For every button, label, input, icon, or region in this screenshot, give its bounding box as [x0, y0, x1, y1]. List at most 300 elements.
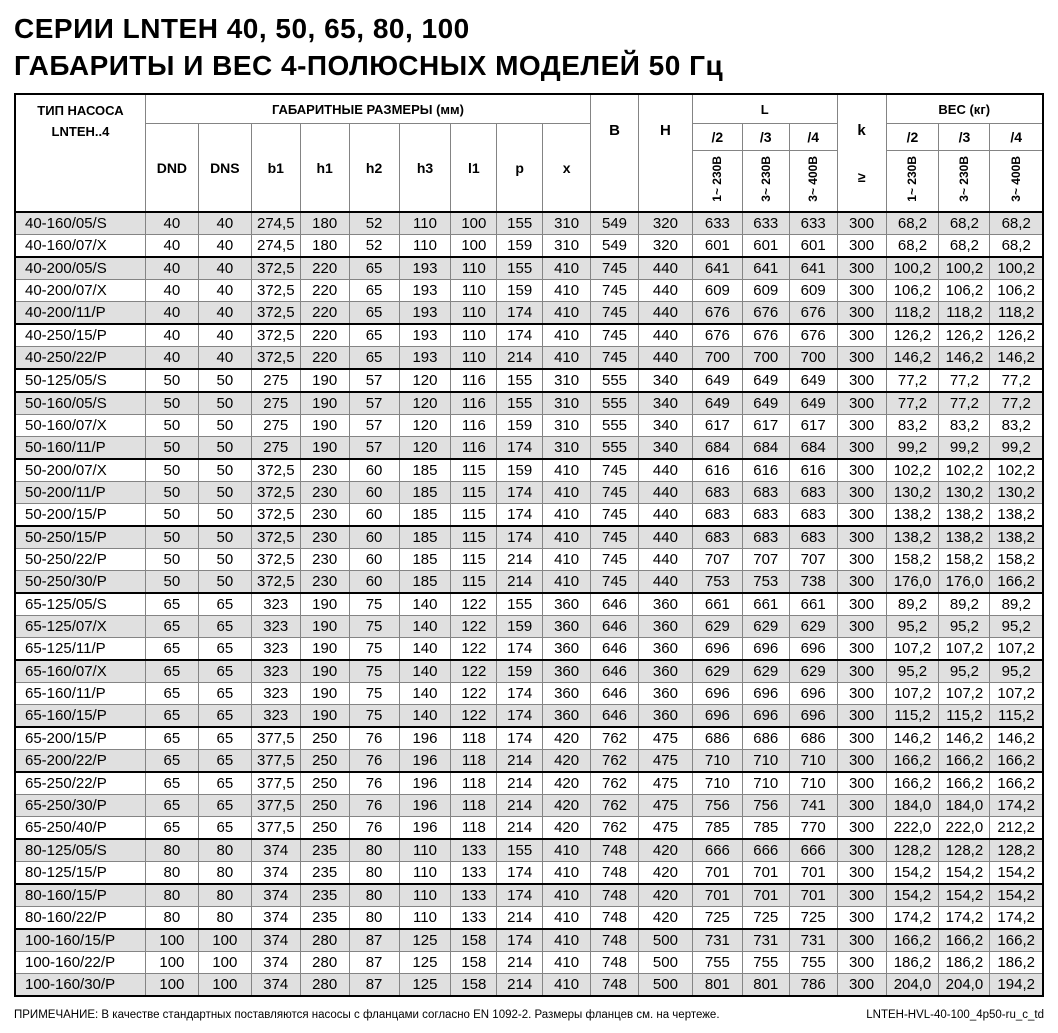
value-cell: 50	[145, 392, 198, 415]
value-cell: 193	[399, 302, 451, 325]
value-cell: 50	[198, 392, 251, 415]
value-cell: 80	[349, 884, 399, 907]
model-cell: 65-250/30/P	[15, 795, 145, 817]
value-cell: 87	[349, 974, 399, 997]
value-cell: 50	[198, 369, 251, 392]
value-cell: 649	[789, 369, 837, 392]
value-cell: 410	[543, 526, 591, 549]
value-cell: 696	[742, 683, 789, 705]
value-cell: 99,2	[886, 437, 939, 460]
table-row	[15, 324, 1043, 347]
value-cell: 68,2	[939, 212, 990, 235]
value-cell: 250	[300, 772, 349, 795]
value-cell: 300	[837, 369, 886, 392]
model-cell: 65-250/40/P	[15, 817, 145, 840]
value-cell: 340	[638, 369, 692, 392]
table-row	[15, 280, 1043, 302]
value-cell: 65	[145, 683, 198, 705]
value-cell: 549	[591, 212, 639, 235]
model-cell: 100-160/30/P	[15, 974, 145, 997]
value-cell: 420	[543, 750, 591, 773]
table-row	[15, 705, 1043, 728]
pump-type-header	[15, 94, 145, 212]
value-cell: 118	[451, 772, 497, 795]
value-cell: 128,2	[939, 839, 990, 862]
value-cell: 65	[145, 727, 198, 750]
table-header	[15, 94, 1043, 212]
value-cell: 696	[789, 683, 837, 705]
value-cell: 110	[399, 884, 451, 907]
value-cell: 99,2	[939, 437, 990, 460]
value-cell: 300	[837, 727, 886, 750]
value-cell: 118,2	[990, 302, 1043, 325]
footnote: ПРИМЕЧАНИЕ: В качестве стандартных поставляются насосы с фланцами согласно EN 1092-2. Размеры фланцев см. на чертеже.	[14, 1009, 720, 1021]
value-cell: 99,2	[990, 437, 1043, 460]
value-cell: 701	[692, 884, 742, 907]
value-cell: 666	[692, 839, 742, 862]
value-cell: 100	[198, 929, 251, 952]
value-cell: 230	[300, 504, 349, 527]
value-cell: 185	[399, 571, 451, 594]
value-cell: 138,2	[886, 526, 939, 549]
dim-col-header-l1: l1	[451, 124, 497, 213]
value-cell: 762	[591, 772, 639, 795]
value-cell: 300	[837, 660, 886, 683]
col-header-h	[638, 94, 692, 212]
value-cell: 710	[692, 750, 742, 773]
value-cell: 323	[251, 593, 300, 616]
value-cell: 661	[742, 593, 789, 616]
value-cell: 146,2	[939, 727, 990, 750]
table-row	[15, 616, 1043, 638]
value-cell: 102,2	[886, 459, 939, 482]
value-cell: 300	[837, 839, 886, 862]
value-cell: 166,2	[990, 929, 1043, 952]
value-cell: 110	[451, 347, 497, 370]
value-cell: 100	[198, 952, 251, 974]
value-cell: 676	[692, 302, 742, 325]
value-cell: 190	[300, 369, 349, 392]
value-cell: 196	[399, 772, 451, 795]
value-cell: 646	[591, 660, 639, 683]
value-cell: 128,2	[886, 839, 939, 862]
value-cell: 360	[638, 660, 692, 683]
value-cell: 372,5	[251, 571, 300, 594]
value-cell: 87	[349, 929, 399, 952]
value-cell: 50	[198, 549, 251, 571]
value-cell: 196	[399, 750, 451, 773]
value-cell: 676	[789, 302, 837, 325]
value-cell: 174	[497, 302, 543, 325]
value-cell: 707	[742, 549, 789, 571]
model-cell: 80-125/05/S	[15, 839, 145, 862]
value-cell: 300	[837, 257, 886, 280]
value-cell: 686	[742, 727, 789, 750]
value-cell: 686	[692, 727, 742, 750]
value-cell: 133	[451, 884, 497, 907]
value-cell: 555	[591, 392, 639, 415]
value-cell: 701	[789, 884, 837, 907]
value-cell: 741	[789, 795, 837, 817]
value-cell: 116	[451, 437, 497, 460]
value-cell: 696	[742, 638, 789, 661]
value-cell: 323	[251, 683, 300, 705]
value-cell: 185	[399, 504, 451, 527]
value-cell: 174,2	[886, 907, 939, 930]
value-cell: 420	[638, 839, 692, 862]
value-cell: 686	[789, 727, 837, 750]
value-cell: 77,2	[939, 392, 990, 415]
model-cell: 65-250/22/P	[15, 772, 145, 795]
value-cell: 360	[638, 683, 692, 705]
value-cell: 220	[300, 347, 349, 370]
value-cell: 617	[742, 415, 789, 437]
table-row	[15, 459, 1043, 482]
value-cell: 174	[497, 929, 543, 952]
value-cell: 83,2	[886, 415, 939, 437]
value-cell: 180	[300, 212, 349, 235]
value-cell: 190	[300, 415, 349, 437]
value-cell: 372,5	[251, 347, 300, 370]
value-cell: 410	[543, 862, 591, 885]
value-cell: 360	[543, 638, 591, 661]
value-cell: 125	[399, 974, 451, 997]
value-cell: 118,2	[939, 302, 990, 325]
value-cell: 410	[543, 257, 591, 280]
table-row	[15, 884, 1043, 907]
value-cell: 100	[145, 952, 198, 974]
pump-series-label: LNTEH..4	[51, 124, 110, 139]
value-cell: 440	[638, 280, 692, 302]
table-row	[15, 593, 1043, 616]
value-cell: 374	[251, 884, 300, 907]
value-cell: 107,2	[886, 638, 939, 661]
k-min-symbol: ≥	[857, 169, 866, 185]
value-cell: 159	[497, 235, 543, 258]
table-row	[15, 660, 1043, 683]
value-cell: 80	[145, 839, 198, 862]
model-cell: 50-200/11/P	[15, 482, 145, 504]
value-cell: 214	[497, 347, 543, 370]
value-cell: 186,2	[939, 952, 990, 974]
table-row	[15, 302, 1043, 325]
value-cell: 785	[742, 817, 789, 840]
value-cell: 65	[349, 302, 399, 325]
model-cell: 50-200/15/P	[15, 504, 145, 527]
value-cell: 300	[837, 907, 886, 930]
col-header-b	[591, 94, 639, 212]
value-cell: 420	[543, 772, 591, 795]
value-cell: 174	[497, 324, 543, 347]
value-cell: 360	[638, 593, 692, 616]
value-cell: 166,2	[939, 750, 990, 773]
value-cell: 300	[837, 526, 886, 549]
value-cell: 52	[349, 212, 399, 235]
value-cell: 748	[591, 862, 639, 885]
value-cell: 130,2	[939, 482, 990, 504]
value-cell: 323	[251, 638, 300, 661]
value-cell: 83,2	[939, 415, 990, 437]
value-cell: 80	[198, 884, 251, 907]
weight-voltage-header-3-230: 3~ 230В	[939, 151, 990, 213]
weight-group-header: ВЕС (кг)	[886, 94, 1043, 124]
value-cell: 190	[300, 683, 349, 705]
value-cell: 683	[742, 526, 789, 549]
value-cell: 174	[497, 526, 543, 549]
value-cell: 194,2	[990, 974, 1043, 997]
value-cell: 76	[349, 750, 399, 773]
value-cell: 475	[638, 795, 692, 817]
value-cell: 40	[198, 280, 251, 302]
table-footer	[14, 1009, 1044, 1021]
value-cell: 122	[451, 593, 497, 616]
value-cell: 555	[591, 415, 639, 437]
value-cell: 174	[497, 482, 543, 504]
value-cell: 138,2	[886, 504, 939, 527]
value-cell: 377,5	[251, 727, 300, 750]
value-cell: 710	[742, 772, 789, 795]
value-cell: 107,2	[939, 683, 990, 705]
value-cell: 174	[497, 437, 543, 460]
value-cell: 40	[145, 235, 198, 258]
value-cell: 60	[349, 459, 399, 482]
value-cell: 214	[497, 952, 543, 974]
weight-voltage-header-1-230: 1~ 230В	[886, 151, 939, 213]
value-cell: 372,5	[251, 280, 300, 302]
value-cell: 683	[742, 504, 789, 527]
model-cell: 65-160/11/P	[15, 683, 145, 705]
dims-group-header: ГАБАРИТНЫЕ РАЗМЕРЫ (мм)	[145, 94, 590, 124]
value-cell: 196	[399, 727, 451, 750]
value-cell: 731	[742, 929, 789, 952]
value-cell: 500	[638, 929, 692, 952]
value-cell: 475	[638, 727, 692, 750]
value-cell: 184,0	[939, 795, 990, 817]
value-cell: 193	[399, 257, 451, 280]
value-cell: 174	[497, 705, 543, 728]
value-cell: 756	[692, 795, 742, 817]
value-cell: 410	[543, 482, 591, 504]
value-cell: 159	[497, 415, 543, 437]
value-cell: 176,0	[939, 571, 990, 594]
value-cell: 220	[300, 257, 349, 280]
value-cell: 40	[145, 324, 198, 347]
value-cell: 745	[591, 571, 639, 594]
value-cell: 80	[145, 884, 198, 907]
value-cell: 745	[591, 324, 639, 347]
value-cell: 125	[399, 952, 451, 974]
value-cell: 710	[789, 750, 837, 773]
value-cell: 76	[349, 795, 399, 817]
value-cell: 555	[591, 369, 639, 392]
value-cell: 100,2	[990, 257, 1043, 280]
value-cell: 601	[692, 235, 742, 258]
value-cell: 340	[638, 415, 692, 437]
value-cell: 250	[300, 817, 349, 840]
value-cell: 676	[692, 324, 742, 347]
dim-col-header-h3: h3	[399, 124, 451, 213]
value-cell: 629	[742, 660, 789, 683]
value-cell: 116	[451, 415, 497, 437]
value-cell: 280	[300, 929, 349, 952]
value-cell: 609	[742, 280, 789, 302]
value-cell: 801	[742, 974, 789, 997]
value-cell: 65	[198, 817, 251, 840]
value-cell: 146,2	[990, 347, 1043, 370]
table-row	[15, 638, 1043, 661]
value-cell: 212,2	[990, 817, 1043, 840]
value-cell: 300	[837, 212, 886, 235]
table-row	[15, 839, 1043, 862]
value-cell: 122	[451, 683, 497, 705]
table-row	[15, 952, 1043, 974]
value-cell: 57	[349, 369, 399, 392]
value-cell: 770	[789, 817, 837, 840]
value-cell: 87	[349, 952, 399, 974]
value-cell: 661	[692, 593, 742, 616]
value-cell: 300	[837, 571, 886, 594]
value-cell: 748	[591, 929, 639, 952]
value-cell: 190	[300, 705, 349, 728]
table-row	[15, 369, 1043, 392]
value-cell: 106,2	[990, 280, 1043, 302]
value-cell: 40	[198, 324, 251, 347]
value-cell: 185	[399, 459, 451, 482]
value-cell: 756	[742, 795, 789, 817]
h-label: H	[660, 122, 671, 139]
value-cell: 300	[837, 280, 886, 302]
value-cell: 174	[497, 862, 543, 885]
l-variant-header-2: /2	[692, 124, 742, 151]
value-cell: 214	[497, 817, 543, 840]
value-cell: 154,2	[886, 862, 939, 885]
value-cell: 745	[591, 482, 639, 504]
value-cell: 440	[638, 482, 692, 504]
value-cell: 360	[543, 616, 591, 638]
value-cell: 745	[591, 526, 639, 549]
value-cell: 138,2	[939, 526, 990, 549]
value-cell: 300	[837, 772, 886, 795]
value-cell: 475	[638, 772, 692, 795]
value-cell: 360	[543, 660, 591, 683]
value-cell: 235	[300, 862, 349, 885]
value-cell: 475	[638, 817, 692, 840]
value-cell: 60	[349, 504, 399, 527]
value-cell: 300	[837, 437, 886, 460]
value-cell: 76	[349, 772, 399, 795]
value-cell: 116	[451, 369, 497, 392]
value-cell: 174	[497, 504, 543, 527]
value-cell: 133	[451, 839, 497, 862]
value-cell: 629	[789, 616, 837, 638]
value-cell: 185	[399, 549, 451, 571]
value-cell: 100	[145, 929, 198, 952]
value-cell: 140	[399, 705, 451, 728]
value-cell: 310	[543, 212, 591, 235]
value-cell: 204,0	[939, 974, 990, 997]
value-cell: 646	[591, 593, 639, 616]
value-cell: 76	[349, 817, 399, 840]
value-cell: 190	[300, 593, 349, 616]
value-cell: 40	[145, 212, 198, 235]
value-cell: 617	[692, 415, 742, 437]
value-cell: 60	[349, 482, 399, 504]
value-cell: 65	[198, 772, 251, 795]
value-cell: 76	[349, 727, 399, 750]
value-cell: 185	[399, 526, 451, 549]
table-row	[15, 571, 1043, 594]
value-cell: 616	[789, 459, 837, 482]
value-cell: 65	[198, 705, 251, 728]
value-cell: 683	[742, 482, 789, 504]
value-cell: 122	[451, 660, 497, 683]
value-cell: 666	[789, 839, 837, 862]
value-cell: 440	[638, 526, 692, 549]
value-cell: 320	[638, 235, 692, 258]
value-cell: 300	[837, 324, 886, 347]
value-cell: 280	[300, 974, 349, 997]
value-cell: 40	[198, 212, 251, 235]
value-cell: 748	[591, 884, 639, 907]
value-cell: 440	[638, 549, 692, 571]
value-cell: 235	[300, 907, 349, 930]
value-cell: 676	[789, 324, 837, 347]
value-cell: 77,2	[886, 369, 939, 392]
weight-voltage-header-3-400: 3~ 400В	[990, 151, 1043, 213]
doc-code: LNTEH-HVL-40-100_4p50-ru_c_td	[866, 1009, 1044, 1021]
value-cell: 629	[789, 660, 837, 683]
value-cell: 166,2	[886, 750, 939, 773]
value-cell: 801	[692, 974, 742, 997]
value-cell: 40	[145, 257, 198, 280]
value-cell: 138,2	[990, 504, 1043, 527]
value-cell: 65	[198, 750, 251, 773]
value-cell: 65	[145, 660, 198, 683]
value-cell: 374	[251, 952, 300, 974]
value-cell: 185	[399, 482, 451, 504]
value-cell: 641	[692, 257, 742, 280]
k-label: k	[857, 122, 866, 139]
model-cell: 80-125/15/P	[15, 862, 145, 885]
value-cell: 80	[198, 839, 251, 862]
value-cell: 300	[837, 884, 886, 907]
value-cell: 115,2	[990, 705, 1043, 728]
value-cell: 174	[497, 727, 543, 750]
value-cell: 410	[543, 459, 591, 482]
value-cell: 102,2	[939, 459, 990, 482]
value-cell: 196	[399, 795, 451, 817]
value-cell: 190	[300, 392, 349, 415]
dim-col-header-x: x	[543, 124, 591, 213]
value-cell: 275	[251, 437, 300, 460]
value-cell: 601	[789, 235, 837, 258]
value-cell: 118	[451, 817, 497, 840]
value-cell: 75	[349, 705, 399, 728]
value-cell: 50	[198, 482, 251, 504]
value-cell: 235	[300, 884, 349, 907]
value-cell: 753	[692, 571, 742, 594]
value-cell: 649	[692, 392, 742, 415]
page-title-line1: СЕРИИ LNTEH 40, 50, 65, 80, 100	[14, 13, 470, 44]
value-cell: 748	[591, 839, 639, 862]
model-cell: 100-160/15/P	[15, 929, 145, 952]
value-cell: 110	[399, 907, 451, 930]
value-cell: 214	[497, 571, 543, 594]
value-cell: 701	[742, 862, 789, 885]
value-cell: 186,2	[990, 952, 1043, 974]
value-cell: 146,2	[939, 347, 990, 370]
value-cell: 193	[399, 324, 451, 347]
